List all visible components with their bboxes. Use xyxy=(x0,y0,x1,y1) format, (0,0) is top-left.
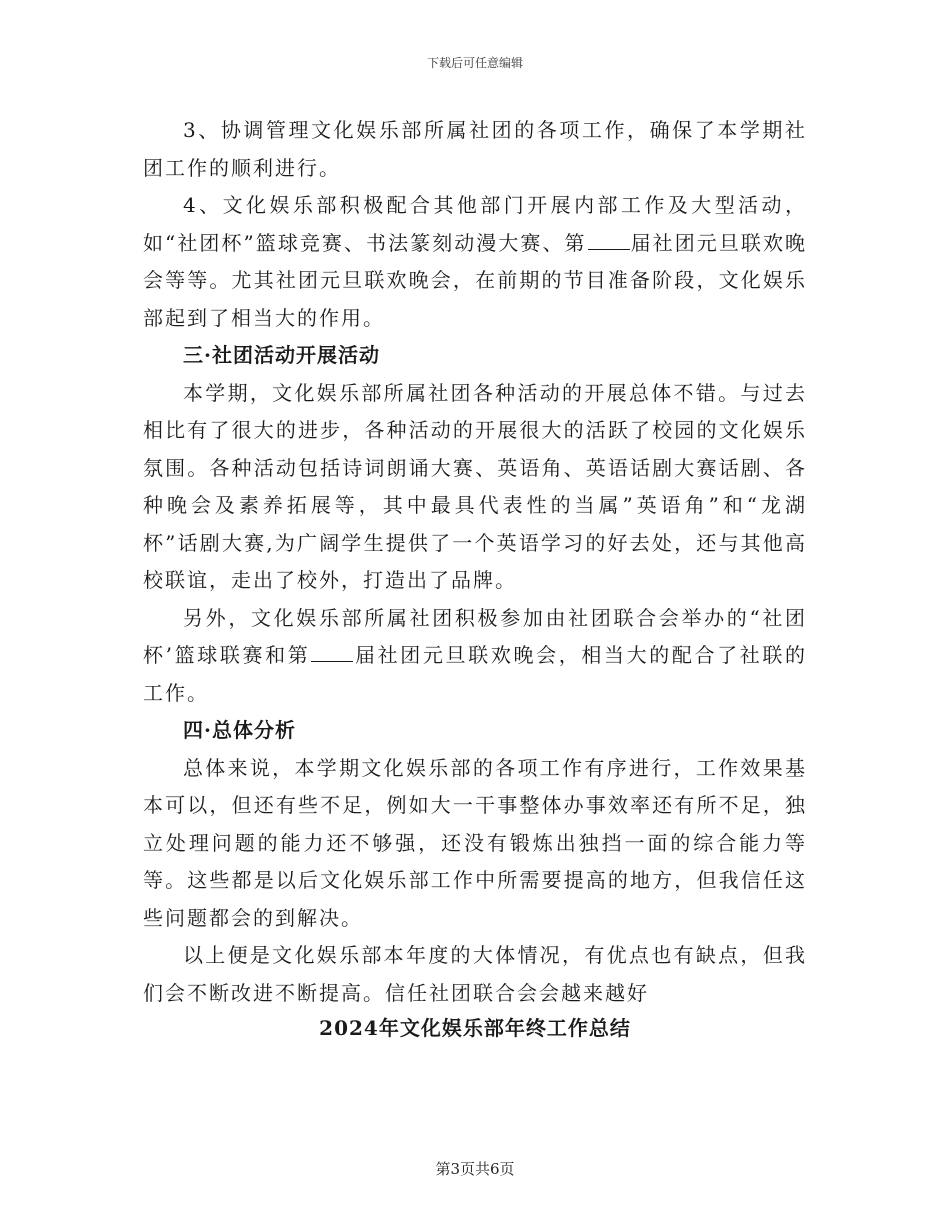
paragraph-conclusion: 以上便是文化娱乐部本年度的大体情况，有优点也有缺点，但我们会不断改进不断提高。信任社团联合会会越来越好 xyxy=(143,943,807,1005)
paragraph-additional-part1: 另外，文化娱乐部所属社团积极参加由社团联合会举办的“社团杯’篮球联赛和第 xyxy=(143,605,807,667)
paragraph-additional-part2: 届社团元旦联欢晚会，相当大的配合了社联的工作。 xyxy=(143,643,808,705)
paragraph-item-3: 3、协调管理文化娱乐部所属社团的各项工作，确保了本学期社团工作的顺利进行。 xyxy=(143,118,807,180)
paragraph-item-4-part2: 届社团元旦联欢晚会等等。尤其社团元旦联欢晚会，在前期的节目准备阶段，文化娱乐部起到了相当大的作用。 xyxy=(143,230,808,330)
section-heading-4: 四·总体分析 xyxy=(183,718,296,742)
page-header: 下载后可任意编辑 xyxy=(426,56,523,70)
page-number: 第3页共6页 xyxy=(435,1160,515,1178)
document-body xyxy=(143,112,807,1012)
paragraph-item-4-part1: 4、文化娱乐部积极配合其他部门开展内部工作及大型活动，如“社团杯”篮球竞赛、书法篆刻动漫大赛、第 xyxy=(143,193,807,255)
paragraph-analysis: 总体来说，本学期文化娱乐部的各项工作有序进行，工作效果基本可以，但还有些不足，例如大一干事整体办事效率还有所不足，独立处理问题的能力还不够强，还没有锻炼出独挡一面的综合能力等等。这些都是以后文化娱乐部工作中所需要提高的地方，但我信任这些问题都会的到解决。 xyxy=(143,755,807,930)
paragraph-item-4 xyxy=(143,187,807,337)
document-title: 2024年文化娱乐部年终工作总结 xyxy=(319,1016,631,1040)
fill-in-blank xyxy=(311,643,353,662)
fill-in-blank xyxy=(588,231,630,250)
paragraph-activities: 本学期，文化娱乐部所属社团各种活动的开展总体不错。与过去相比有了很大的进步，各种活动的开展很大的活跃了校园的文化娱乐氛围。各种活动包括诗词朗诵大赛、英语角、英语话剧大赛话剧、各种晚会及素养拓展等，其中最具代表性的当属”英语角”和“龙湖杯”话剧大赛,为广阔学生提供了一个英语学习的好去处，还与其他高校联谊，走出了校外，打造出了品牌。 xyxy=(143,380,807,592)
section-heading-3: 三·社团活动开展活动 xyxy=(183,343,380,367)
paragraph-additional xyxy=(143,600,807,713)
